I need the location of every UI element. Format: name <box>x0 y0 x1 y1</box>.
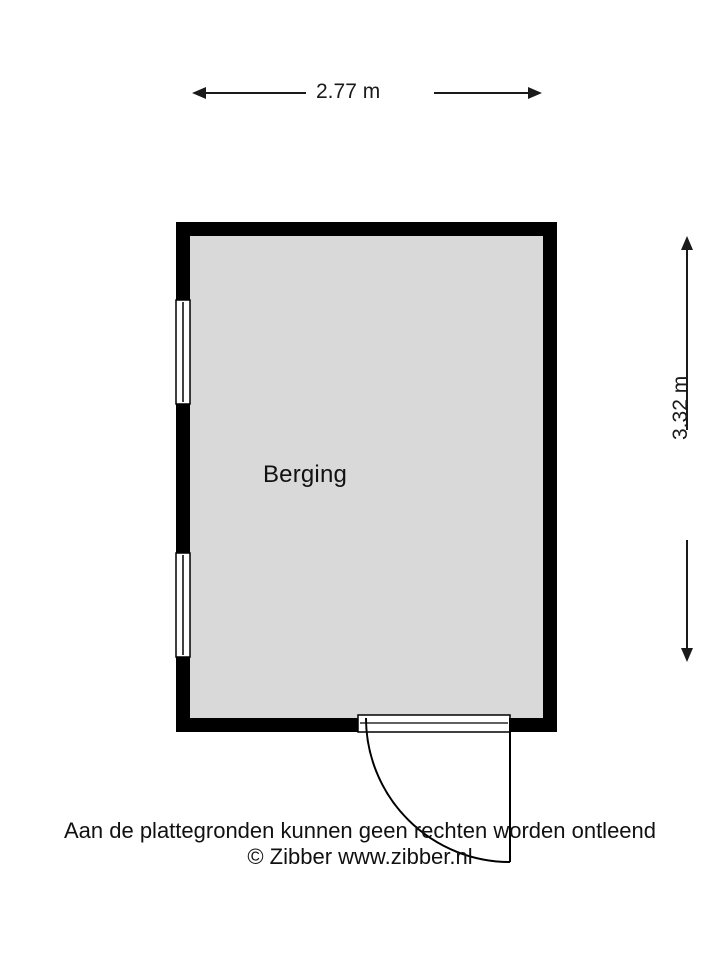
window-left-upper <box>176 300 190 404</box>
dimension-label-width: 2.77 m <box>316 80 381 103</box>
dimension-arrow-right <box>672 236 702 662</box>
room-label-berging: Berging <box>262 461 348 488</box>
dimension-label-height: 3.32 m <box>669 375 692 440</box>
footer-disclaimer <box>0 818 720 870</box>
copyright-text: © Zibber www.zibber.nl <box>247 843 473 869</box>
disclaimer-text: Aan de plattegronden kunnen geen rechten worden ontleend <box>63 818 657 843</box>
window-left-lower <box>176 553 190 657</box>
